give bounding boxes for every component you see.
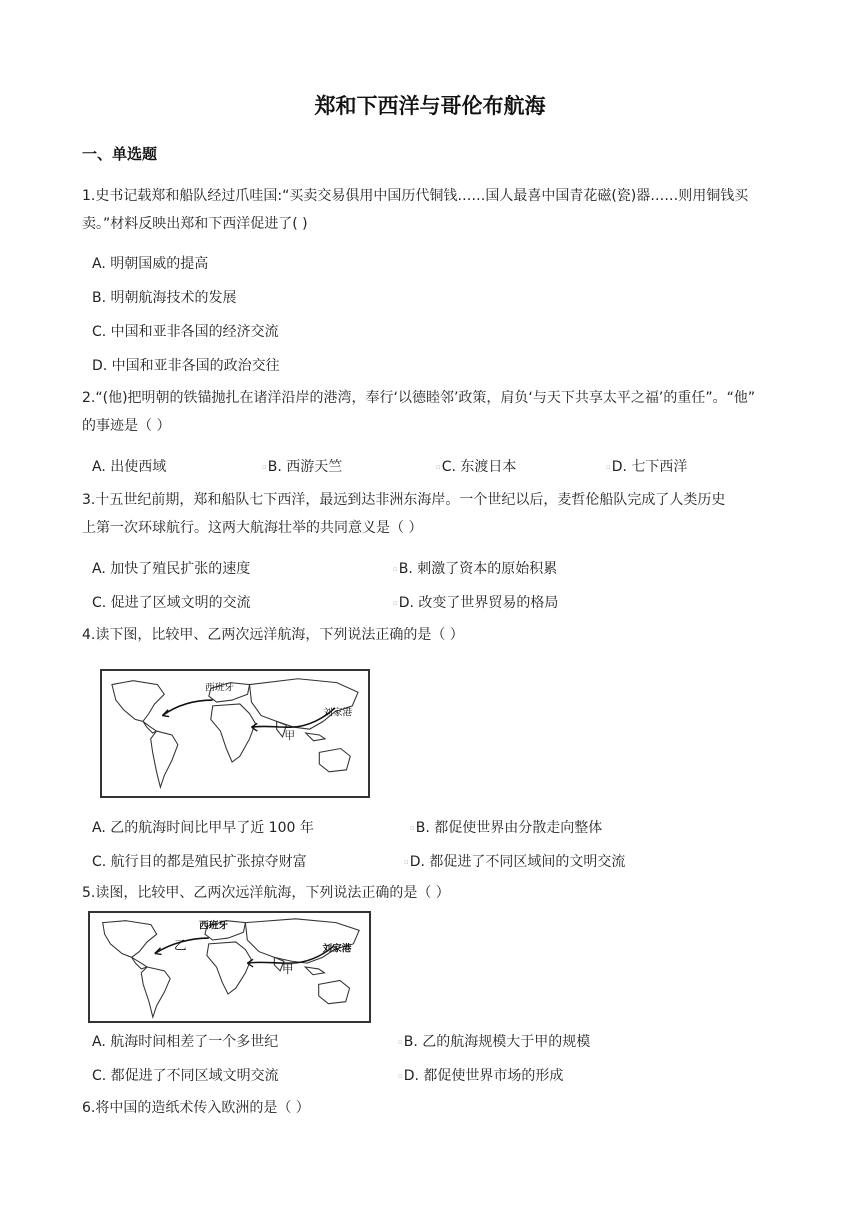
- map-label-yi: 乙: [174, 938, 187, 953]
- north-america-outline: [112, 681, 164, 722]
- q5-world-map: [88, 911, 371, 1023]
- question-5-text: [82, 879, 782, 907]
- q2-option-d[interactable]: [606, 456, 687, 476]
- option-label: D. 改变了世界贸易的格局: [398, 595, 559, 611]
- question-6-text: [82, 1094, 782, 1122]
- option-label: D. 都促进了不同区域间的文明交流: [409, 854, 626, 870]
- q1-option-d[interactable]: D. 中国和亚非各国的政治交往: [92, 358, 280, 374]
- map-label-jia: 甲: [282, 963, 294, 976]
- option-label: D. 七下西洋: [611, 459, 688, 475]
- south-america-outline: [151, 731, 178, 787]
- world-map-figure: [90, 913, 369, 1021]
- q2-option-b[interactable]: [262, 456, 342, 476]
- option-label: B. 刺激了资本的原始积累: [398, 561, 558, 577]
- q4-option-c[interactable]: C. 航行目的都是殖民扩张掠夺财富: [92, 854, 307, 870]
- option-marker-icon: ▫: [393, 599, 398, 607]
- map-label-liujia: 刘家港: [322, 943, 352, 955]
- question-line: 上第一次环球航行。这两大航海壮举的共同意义是（ ）: [82, 520, 423, 536]
- australia-outline: [319, 981, 350, 1004]
- option-label: B. 乙的航海规模大于甲的规模: [403, 1034, 591, 1050]
- asia-outline: [250, 679, 359, 729]
- option-marker-icon: ▫: [404, 858, 409, 866]
- q5-option-c[interactable]: C. 都促进了不同区域文明交流: [92, 1068, 279, 1084]
- question-line: 2.“(他)把明朝的铁锚抛扎在诸洋沿岸的港湾，奉行‘以德睦邻’政策，肩负‘与天下共享太平之福’的重任”。“他”: [82, 390, 756, 406]
- route-yi: [162, 700, 212, 716]
- q2-option-c[interactable]: [436, 456, 516, 476]
- option-marker-icon: ▫: [398, 1038, 403, 1046]
- q3-option-c[interactable]: C. 促进了区域文明的交流: [92, 595, 251, 611]
- q5-option-d[interactable]: [398, 1065, 563, 1085]
- question-line: 1.史书记载郑和船队经过爪哇国:“买卖交易俱用中国历代铜钱……国人最喜中国青花磁(瓷)器……则用铜钱买: [82, 188, 749, 204]
- world-map-figure: [102, 671, 368, 796]
- page-title: 郑和下西洋与哥伦布航海: [314, 94, 546, 118]
- q3-option-b[interactable]: [393, 558, 557, 578]
- question-line: 4.读下图，比较甲、乙两次远洋航海，下列说法正确的是（ ）: [82, 627, 464, 643]
- option-marker-icon: ▫: [262, 463, 267, 471]
- north-america-outline: [103, 921, 157, 958]
- option-label: B. 西游天竺: [267, 459, 343, 475]
- question-2-text: [82, 384, 782, 440]
- option-label: B. 都促使世界由分散走向整体: [415, 820, 603, 836]
- q1-option-b[interactable]: B. 明朝航海技术的发展: [92, 290, 237, 306]
- q3-option-a[interactable]: A. 加快了殖民扩张的速度: [92, 561, 251, 577]
- map-label-spain: 西班牙: [204, 682, 234, 694]
- option-marker-icon: ▫: [606, 463, 611, 471]
- islands-outline: [305, 967, 324, 975]
- africa-outline: [211, 704, 256, 762]
- question-line: 的事迹是（ ）: [82, 418, 171, 434]
- q2-option-a[interactable]: A. 出使西域: [92, 459, 167, 475]
- option-label: C. 东渡日本: [441, 459, 517, 475]
- question-1-text: [82, 182, 782, 238]
- option-marker-icon: ▫: [436, 463, 441, 471]
- q4-option-a[interactable]: A. 乙的航海时间比甲早了近 100 年: [92, 820, 314, 836]
- q4-option-d[interactable]: [404, 851, 625, 871]
- question-4-text: [82, 621, 782, 649]
- option-marker-icon: ▫: [410, 824, 415, 832]
- asia-outline: [245, 919, 359, 963]
- islands-outline: [306, 733, 325, 741]
- q5-option-a[interactable]: A. 航海时间相差了一个多世纪: [92, 1034, 279, 1050]
- central-america-outline: [132, 957, 147, 969]
- question-3-text: [82, 486, 782, 542]
- q1-option-c[interactable]: C. 中国和亚非各国的经济交流: [92, 324, 279, 340]
- australia-outline: [319, 749, 350, 772]
- central-america-outline: [143, 721, 157, 733]
- question-line: 3.十五世纪前期，郑和船队七下西洋，最远到达非洲东海岸。一个世纪以后，麦哲伦船队完成了人类历史: [82, 492, 726, 508]
- question-line: 卖。”材料反映出郑和下西洋促进了( ): [82, 216, 308, 232]
- option-marker-icon: ▫: [398, 1072, 403, 1080]
- section-heading: 一、单选题: [82, 145, 158, 163]
- option-marker-icon: ▫: [393, 565, 398, 573]
- map-label-jia: 甲: [284, 729, 296, 742]
- map-label-liujia: 刘家港: [323, 707, 353, 719]
- q5-option-b[interactable]: [398, 1031, 590, 1051]
- q4-world-map: [100, 669, 370, 798]
- q1-option-a[interactable]: A. 明朝国威的提高: [92, 256, 209, 272]
- south-america-outline: [141, 967, 170, 1017]
- q3-option-d[interactable]: [393, 592, 558, 612]
- question-line: 6.将中国的造纸术传入欧洲的是（ ）: [82, 1100, 310, 1116]
- question-line: 5.读图，比较甲、乙两次远洋航海，下列说法正确的是（ ）: [82, 885, 450, 901]
- map-label-spain: 西班牙: [199, 920, 229, 932]
- q4-option-b[interactable]: [410, 817, 602, 837]
- africa-outline: [207, 942, 251, 994]
- option-label: D. 都促使世界市场的形成: [403, 1068, 564, 1084]
